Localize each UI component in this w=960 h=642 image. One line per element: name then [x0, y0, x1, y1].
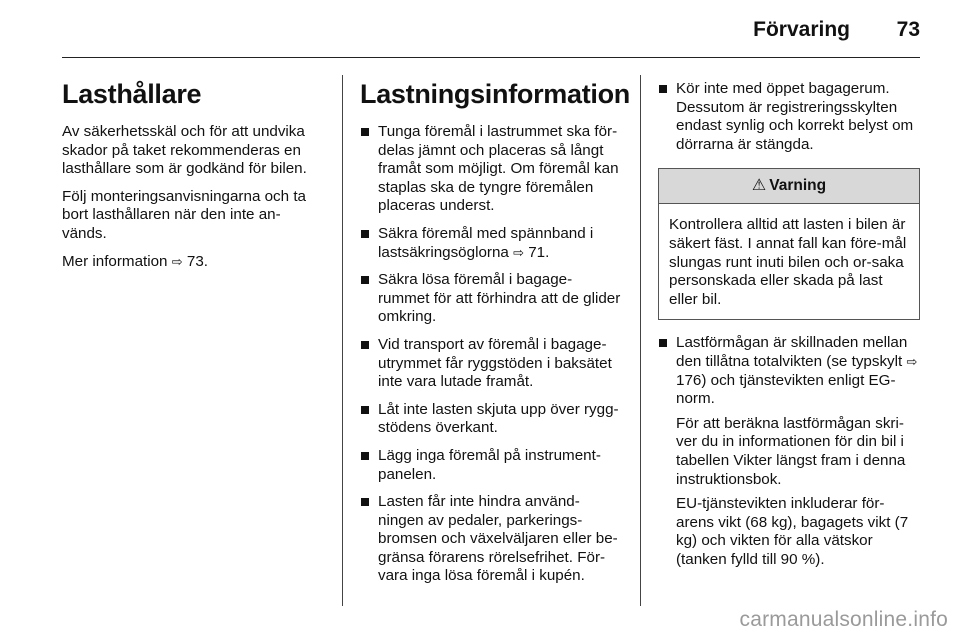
bullet-icon — [659, 85, 667, 93]
header-divider — [62, 57, 920, 58]
page-number: 73 — [896, 18, 920, 41]
list-item: Låt inte lasten skjuta upp över rygg-stödens överkant. — [360, 401, 622, 438]
cross-reference-arrow-icon: ⇨ — [906, 353, 918, 369]
more-info-page-link[interactable]: 73. — [186, 252, 209, 270]
middle-column — [360, 78, 630, 595]
warning-body: Kontrollera alltid att lasten i bilen är säkert fäst. I annat fall kan före-mål slungas runt inuti bilen och or-saka personskada eller skada på last eller bil. — [669, 216, 907, 308]
paragraph: Följ monteringsanvisningarna och ta bort lasthållaren när den inte an-vänds. — [62, 187, 306, 242]
warning-triangle-icon: ⚠ — [751, 177, 767, 195]
page-link[interactable]: 71. — [528, 243, 550, 261]
bullet-icon — [361, 452, 369, 460]
page-section-title: Förvaring — [753, 18, 850, 41]
right-bottom-list — [658, 334, 920, 569]
bullet-icon — [361, 276, 369, 284]
bullet-icon — [361, 230, 369, 238]
list-item: Vid transport av föremål i bagage-utrymmet får ryggstöden i baksätet inte vara lutade framåt. — [360, 336, 622, 392]
section-heading-loading-info: Lastningsinformation — [360, 79, 630, 109]
list-item: Lasten får inte hindra använd-ningen av pedaler, parkerings-bromsen och växelväljaren eller be-gränsa förarens rörelsefrihet. För-vara inga lösa föremål i kupén. — [360, 493, 622, 586]
bullet-icon — [361, 341, 369, 349]
list-item: Säkra föremål med spännband i lastsäkringsöglorna ⇨ 71. — [360, 225, 622, 262]
loading-info-list — [360, 123, 622, 586]
page-link[interactable]: 176) — [676, 371, 707, 389]
watermark-text: carmanualsonline.info — [739, 608, 948, 631]
section-heading-roof-rack: Lasthållare — [62, 79, 202, 109]
paragraph: EU-tjänstevikten inkluderar för-arens vikt (68 kg), bagagets vikt (7 kg) och vikten för alla vätskor (tanken fylld till 90 %). — [676, 495, 909, 568]
list-item: Lägg inga föremål på instrument-panelen. — [360, 447, 622, 484]
warning-header — [659, 169, 919, 204]
list-item: Kör inte med öppet bagagerum. Dessutom är registreringsskylten endast synlig och korrekt belyst om dörrarna är stängda. — [658, 80, 920, 154]
column-divider-left — [342, 75, 343, 606]
bullet-icon — [361, 406, 369, 414]
left-column — [62, 78, 324, 280]
right-column — [658, 80, 920, 578]
column-divider-right — [640, 75, 641, 606]
warning-title: Varning — [769, 177, 827, 195]
warning-box — [658, 168, 920, 320]
more-info-line — [62, 253, 324, 272]
bullet-icon — [361, 498, 369, 506]
paragraph: För att beräkna lastförmågan skri-ver du in informationen för din bil i tabellen Vikter längst fram i denna instruktionsbok. — [676, 414, 906, 488]
bullet-icon — [361, 128, 369, 136]
cross-reference-arrow-icon: ⇨ — [171, 253, 183, 269]
cross-reference-arrow-icon: ⇨ — [513, 244, 524, 260]
more-info-text: Mer information — [62, 252, 168, 270]
paragraph: Av säkerhetsskäl och för att undvika skador på taket rekommenderas en lasthållare som är godkänd för bilen. — [62, 123, 307, 178]
list-item: Säkra lösa föremål i bagage-rummet för att förhindra att de glider omkring. — [360, 271, 622, 327]
right-top-list — [658, 80, 920, 154]
list-item: Lastförmågan är skillnaden mellan den tillåtna totalvikten (se typskylt ⇨ 176) och tjänstevikten enligt EG-norm. För att beräkna lastförmågan skri-ver du in informationen för din bil i tabellen Vikter längst fram i denna instruktionsbok. EU-tjänstevikten inkluderar för-arens vikt (68 kg), bagagets vikt (7 kg) och vikten för alla vätskor (tanken fylld till 90 %). — [658, 334, 920, 569]
list-item: Tunga föremål i lastrummet ska för-delas jämnt och placeras så långt framåt som möjligt. Om föremål kan staplas ska de tyngre föremålen placeras underst. — [360, 123, 622, 216]
bullet-icon — [659, 339, 667, 347]
